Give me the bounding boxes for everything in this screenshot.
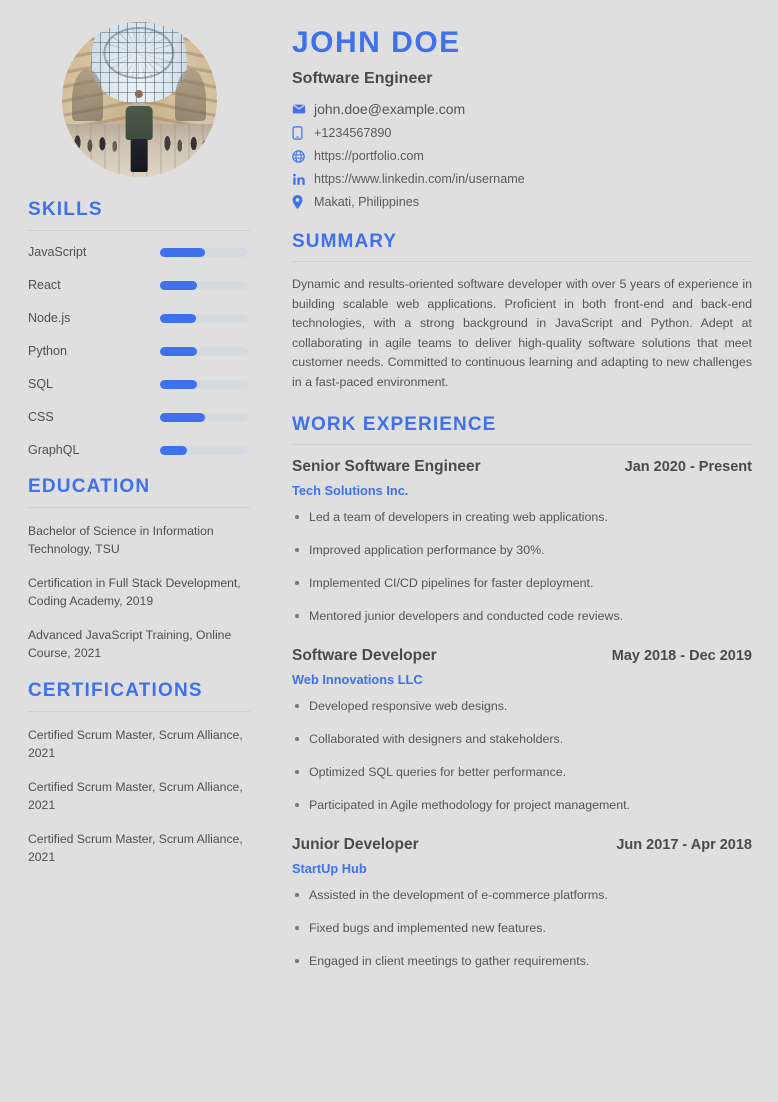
education-item: Advanced JavaScript Training, Online Course, 2021 (28, 628, 232, 660)
linkedin-icon (292, 173, 314, 186)
experience-section (292, 414, 752, 970)
contact-value[interactable]: Makati, Philippines (314, 195, 419, 209)
skills-section (28, 199, 250, 457)
job-role: Senior Software Engineer (292, 458, 481, 475)
job-bullet: Led a team of developers in creating web applications. (292, 509, 752, 526)
job-role: Junior Developer (292, 836, 419, 853)
job-bullet: Collaborated with designers and stakeholders. (292, 731, 752, 748)
globe-icon (292, 150, 314, 163)
skill-bar-fill (160, 314, 196, 323)
job-header (292, 836, 752, 854)
certification-item: Certified Scrum Master, Scrum Alliance, 2021 (28, 728, 243, 760)
job-entry (292, 458, 752, 625)
skill-name: SQL (28, 377, 54, 391)
skill-bar-fill (160, 248, 205, 257)
envelope-icon (292, 102, 314, 116)
skill-bar-fill (160, 446, 187, 455)
education-item: Certification in Full Stack Development, Coding Academy, 2019 (28, 576, 241, 608)
contact-row[interactable] (292, 101, 752, 117)
professional-title: Software Engineer (292, 70, 433, 87)
job-bullets (292, 887, 752, 970)
job-bullet: Developed responsive web designs. (292, 698, 752, 715)
summary-divider (292, 261, 752, 262)
skill-bar-fill (160, 413, 205, 422)
sidebar (8, 0, 270, 1102)
summary-heading: SUMMARY (292, 231, 398, 252)
photo-arch-right (175, 69, 206, 122)
contact-value[interactable]: +1234567890 (314, 126, 392, 140)
jobs-list (292, 458, 752, 970)
contact-row[interactable] (292, 172, 752, 186)
education-divider (28, 507, 250, 508)
skill-bar-track (160, 314, 248, 323)
skill-row (28, 344, 250, 358)
contact-list (292, 101, 752, 209)
skill-bar-track (160, 413, 248, 422)
job-bullet: Engaged in client meetings to gather requirements. (292, 953, 752, 970)
certification-item: Certified Scrum Master, Scrum Alliance, 2021 (28, 832, 243, 864)
skill-name: JavaScript (28, 245, 87, 259)
job-bullet: Participated in Agile methodology for project management. (292, 797, 752, 814)
job-bullet: Fixed bugs and implemented new features. (292, 920, 752, 937)
skill-name: Node.js (28, 311, 71, 325)
job-bullet: Improved application performance by 30%. (292, 542, 752, 559)
skill-row (28, 245, 250, 259)
job-entry (292, 647, 752, 814)
phone-icon (292, 126, 314, 140)
skill-row (28, 443, 250, 457)
job-bullet: Mentored junior developers and conducted code reviews. (292, 608, 752, 625)
job-entry (292, 836, 752, 970)
skills-heading: SKILLS (28, 199, 103, 220)
skills-list (28, 245, 250, 457)
contact-value[interactable]: https://www.linkedin.com/in/username (314, 172, 525, 186)
contact-row[interactable] (292, 149, 752, 163)
certifications-heading: CERTIFICATIONS (28, 680, 203, 701)
skill-row (28, 410, 250, 424)
job-header (292, 647, 752, 665)
education-section (28, 476, 250, 662)
experience-divider (292, 444, 752, 445)
contact-value[interactable]: john.doe@example.com (314, 101, 466, 117)
skill-row (28, 377, 250, 391)
job-bullet: Assisted in the development of e-commerce platforms. (292, 887, 752, 904)
certification-item: Certified Scrum Master, Scrum Alliance, 2021 (28, 780, 243, 812)
summary-text: Dynamic and results-oriented software developer with over 5 years of experience in building scalable web applications. Proficient in both front-end and back-end technologies, with a strong background in JavaScript and Python. Adept at collaborating in agile teams to deliver high-quality software solutions that meet customer needs. Committed to continuous learning and adapting to new challenges in a fast-paced environment. (292, 277, 752, 389)
skill-name: CSS (28, 410, 54, 424)
skill-bar-fill (160, 347, 197, 356)
job-company: Tech Solutions Inc. (292, 483, 409, 498)
skill-name: Python (28, 344, 67, 358)
education-heading: EDUCATION (28, 476, 151, 497)
experience-heading: WORK EXPERIENCE (292, 414, 497, 435)
main-column (270, 0, 770, 1102)
skill-bar-track (160, 380, 248, 389)
skill-bar-track (160, 347, 248, 356)
skill-row (28, 278, 250, 292)
skill-bar-track (160, 446, 248, 455)
job-bullet: Optimized SQL queries for better performance. (292, 764, 752, 781)
job-company: StartUp Hub (292, 861, 367, 876)
job-bullets (292, 698, 752, 814)
skill-bar-fill (160, 281, 197, 290)
education-item: Bachelor of Science in Information Technology, TSU (28, 524, 214, 556)
contact-row[interactable] (292, 195, 752, 209)
photo-person (126, 90, 152, 171)
job-dates: Jan 2020 - Present (624, 459, 752, 475)
contact-row[interactable] (292, 126, 752, 140)
skills-divider (28, 230, 250, 231)
job-role: Software Developer (292, 647, 437, 664)
certifications-section (28, 680, 250, 866)
summary-section (292, 231, 752, 392)
job-bullets (292, 509, 752, 625)
education-list (28, 522, 250, 662)
skill-row (28, 311, 250, 325)
skill-bar-fill (160, 380, 197, 389)
profile-photo-wrap (28, 22, 250, 177)
location-pin-icon (292, 195, 314, 209)
skill-bar-track (160, 281, 248, 290)
job-header (292, 458, 752, 476)
profile-photo (62, 22, 217, 177)
certifications-list (28, 726, 250, 866)
job-bullet: Implemented CI/CD pipelines for faster deployment. (292, 575, 752, 592)
job-dates: Jun 2017 - Apr 2018 (616, 837, 752, 853)
photo-dome-ring (103, 27, 174, 80)
skill-name: React (28, 278, 61, 292)
skill-bar-track (160, 248, 248, 257)
contact-value[interactable]: https://portfolio.com (314, 149, 424, 163)
skill-name: GraphQL (28, 443, 80, 457)
job-company: Web Innovations LLC (292, 672, 423, 687)
job-dates: May 2018 - Dec 2019 (611, 648, 752, 664)
certifications-divider (28, 711, 250, 712)
page-title: JOHN DOE (292, 26, 461, 59)
